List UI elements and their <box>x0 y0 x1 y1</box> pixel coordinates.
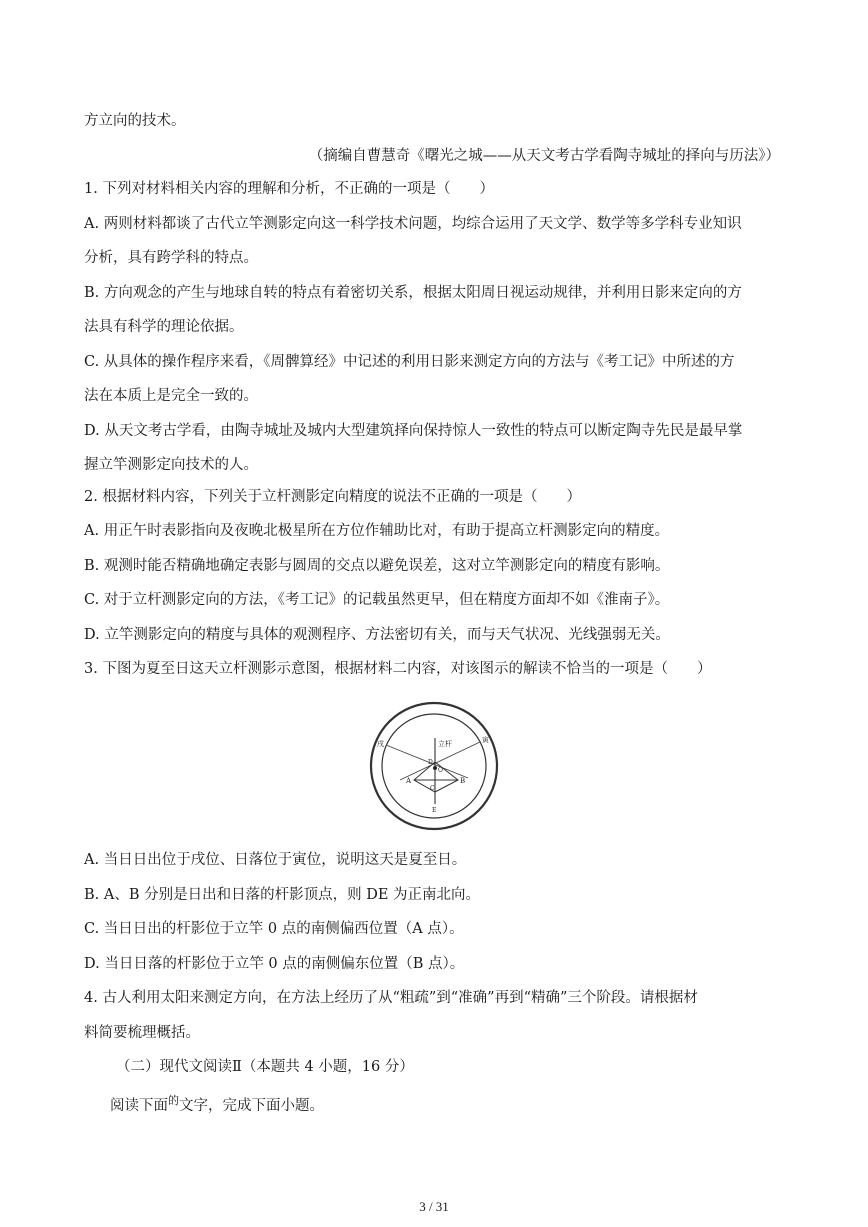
option-1c: C. 从具体的操作程序来看，《周髀算经》中记述的利用日影来测定方向的方法与《考工记》中所述的方 <box>84 354 735 370</box>
label-a: A <box>406 777 412 785</box>
label-o: O <box>438 767 443 774</box>
option-2d: D. 立竿测影定向的精度与具体的观测程序、方法密切有关，而与天气状况、光线强弱无关。 <box>84 627 670 643</box>
option-2c: C. 对于立杆测影定向的方法，《考工记》的记载虽然更早，但在精度方面却不如《淮南子》。 <box>84 592 670 608</box>
instruction-pre: 阅读下面 <box>110 1098 168 1114</box>
label-pole: 立杆 <box>438 740 452 748</box>
option-3c: C. 当日日出的杆影位于立竿 0 点的南侧偏西位置（A 点）。 <box>84 921 464 937</box>
question-3: 3. 下图为夏至日这天立杆测影示意图，根据材料二内容，对该图示的解读不恰当的一项是（ ） <box>84 661 712 677</box>
question-1: 1. 下列对材料相关内容的理解和分析，不正确的一项是（ ） <box>84 181 494 197</box>
instruction-post: 文字，完成下面小题。 <box>179 1098 324 1114</box>
option-3b: B. A、B 分别是日出和日落的杆影顶点，则 DE 为正南北向。 <box>84 887 481 903</box>
label-xu: 戌 <box>377 740 384 748</box>
option-3d: D. 当日日落的杆影位于立竿 0 点的南侧偏东位置（B 点）。 <box>84 956 465 972</box>
option-3a: A. 当日日出位于戌位、日落位于寅位，说明这天是夏至日。 <box>84 852 467 868</box>
option-1b: B. 方向观念的产生与地球自转的特点有着密切关系，根据太阳周日视运动规律，并利用日影来定向的方 <box>84 285 742 301</box>
label-c: C <box>430 785 435 792</box>
option-2b: B. 观测时能否精确地确定表影与圆周的交点以避免误差，这对立竿测影定向的精度有影响。 <box>84 558 670 574</box>
option-1c-cont: 法在本质上是完全一致的。 <box>84 388 258 404</box>
label-yin: 寅 <box>482 736 489 744</box>
question-2: 2. 根据材料内容，下列关于立杆测影定向精度的说法不正确的一项是（ ） <box>84 489 581 505</box>
label-b: B <box>460 777 466 785</box>
instruction-sup: 的 <box>168 1094 179 1107</box>
pole-point <box>433 766 437 770</box>
question-4-cont: 料简要梳理概括。 <box>84 1025 200 1041</box>
option-1a-cont: 分析，具有跨学科的特点。 <box>84 250 258 266</box>
sun-shadow-diagram <box>364 700 504 832</box>
option-2a: A. 用正午时表影指向及夜晚北极星所在方位作辅助比对，有助于提高立杆测影定向的精度。 <box>84 523 670 539</box>
inner-circle <box>382 714 486 818</box>
page-number: 3 / 31 <box>419 1199 449 1214</box>
option-1d-cont: 握立竿测影定向技术的人。 <box>84 457 258 473</box>
label-e: E <box>432 807 437 814</box>
section-heading: （二）现代文阅读Ⅱ（本题共 4 小题，16 分） <box>116 1059 414 1075</box>
option-1b-cont: 法具有科学的理论依据。 <box>84 319 244 335</box>
sunrise-ray <box>386 745 468 778</box>
source-citation: （摘编自曹慧奇《曙光之城——从天文考古学看陶寺城址的择向与历法》） <box>308 148 780 164</box>
label-d: D <box>428 759 433 766</box>
option-1a: A. 两则材料都谈了古代立竿测影定向这一科学技术问题，均综合运用了天文学、数学等多学科专业知识 <box>84 216 742 232</box>
text-line: 方立向的技术。 <box>84 113 186 129</box>
reading-instruction <box>110 1094 324 1116</box>
question-4: 4. 古人利用太阳来测定方向，在方法上经历了从“粗疏”到“准确”再到“精确”三个阶段。请根据材 <box>84 990 698 1006</box>
option-1d: D. 从天文考古学看，由陶寺城址及城内大型建筑择向保持惊人一致性的特点可以断定陶寺先民是最早掌 <box>84 423 743 439</box>
